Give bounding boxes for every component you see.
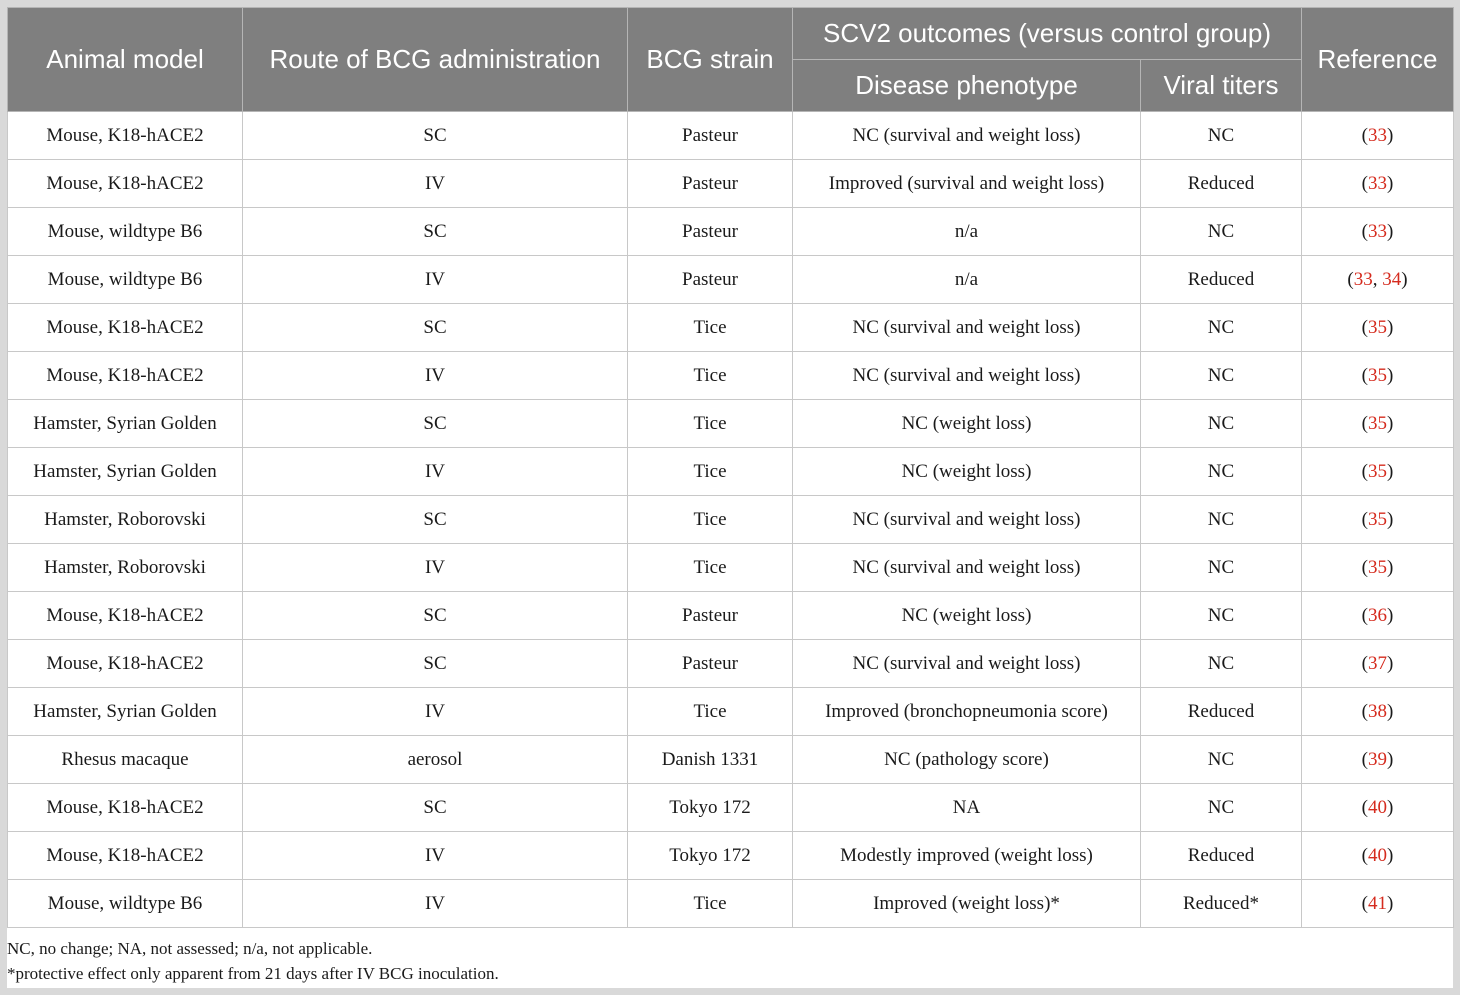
cell-animal-model: Rhesus macaque — [8, 736, 243, 784]
cell-reference: (35) — [1302, 496, 1454, 544]
table-row — [8, 688, 1454, 736]
cell-bcg-strain: Tice — [628, 352, 793, 400]
header-bcg-strain: BCG strain — [628, 8, 793, 112]
table-header — [8, 8, 1454, 112]
cell-reference: (35) — [1302, 400, 1454, 448]
cell-animal-model: Hamster, Roborovski — [8, 496, 243, 544]
cell-route: SC — [243, 112, 628, 160]
cell-animal-model: Mouse, K18-hACE2 — [8, 304, 243, 352]
table-row — [8, 256, 1454, 304]
cell-bcg-strain: Tice — [628, 400, 793, 448]
cell-reference: (40) — [1302, 784, 1454, 832]
cell-disease-phenotype: NC (survival and weight loss) — [793, 640, 1141, 688]
bcg-scv2-table — [7, 7, 1454, 928]
cell-animal-model: Mouse, K18-hACE2 — [8, 352, 243, 400]
cell-viral-titers: Reduced — [1141, 160, 1302, 208]
cell-route: IV — [243, 448, 628, 496]
cell-viral-titers: NC — [1141, 544, 1302, 592]
table-row — [8, 544, 1454, 592]
cell-route: SC — [243, 592, 628, 640]
cell-viral-titers: Reduced — [1141, 688, 1302, 736]
cell-bcg-strain: Pasteur — [628, 256, 793, 304]
cell-disease-phenotype: NC (survival and weight loss) — [793, 352, 1141, 400]
table-row — [8, 880, 1454, 928]
cell-viral-titers: NC — [1141, 592, 1302, 640]
header-scv2-outcomes: SCV2 outcomes (versus control group) — [793, 8, 1302, 60]
cell-bcg-strain: Tice — [628, 544, 793, 592]
cell-route: SC — [243, 208, 628, 256]
cell-disease-phenotype: NC (survival and weight loss) — [793, 112, 1141, 160]
cell-disease-phenotype: Improved (bronchopneumonia score) — [793, 688, 1141, 736]
cell-viral-titers: NC — [1141, 112, 1302, 160]
reference-link[interactable]: 35 — [1368, 364, 1387, 386]
reference-link[interactable]: 40 — [1368, 796, 1387, 818]
reference-link[interactable]: 38 — [1368, 700, 1387, 722]
cell-route: IV — [243, 352, 628, 400]
table-row — [8, 160, 1454, 208]
cell-reference: (33) — [1302, 160, 1454, 208]
cell-disease-phenotype: NC (weight loss) — [793, 592, 1141, 640]
reference-link[interactable]: 35 — [1368, 412, 1387, 434]
cell-bcg-strain: Tice — [628, 448, 793, 496]
cell-route: IV — [243, 688, 628, 736]
cell-viral-titers: NC — [1141, 400, 1302, 448]
cell-animal-model: Mouse, K18-hACE2 — [8, 592, 243, 640]
table-row — [8, 736, 1454, 784]
cell-bcg-strain: Pasteur — [628, 208, 793, 256]
cell-disease-phenotype: NC (survival and weight loss) — [793, 496, 1141, 544]
reference-link[interactable]: 41 — [1368, 892, 1387, 914]
cell-route: SC — [243, 784, 628, 832]
cell-bcg-strain: Tice — [628, 880, 793, 928]
cell-route: SC — [243, 640, 628, 688]
cell-disease-phenotype: Modestly improved (weight loss) — [793, 832, 1141, 880]
cell-route: SC — [243, 400, 628, 448]
cell-animal-model: Mouse, K18-hACE2 — [8, 160, 243, 208]
cell-bcg-strain: Pasteur — [628, 592, 793, 640]
header-reference: Reference — [1302, 8, 1454, 112]
cell-animal-model: Mouse, wildtype B6 — [8, 256, 243, 304]
cell-bcg-strain: Pasteur — [628, 640, 793, 688]
table-row — [8, 448, 1454, 496]
cell-disease-phenotype: n/a — [793, 208, 1141, 256]
cell-animal-model: Hamster, Syrian Golden — [8, 448, 243, 496]
header-animal-model: Animal model — [8, 8, 243, 112]
cell-animal-model: Hamster, Roborovski — [8, 544, 243, 592]
cell-bcg-strain: Tice — [628, 304, 793, 352]
table-row — [8, 832, 1454, 880]
header-disease-phenotype: Disease phenotype — [793, 60, 1141, 112]
table-row — [8, 112, 1454, 160]
cell-reference: (33, 34) — [1302, 256, 1454, 304]
cell-route: IV — [243, 160, 628, 208]
cell-bcg-strain: Tice — [628, 688, 793, 736]
cell-viral-titers: NC — [1141, 304, 1302, 352]
footnote-asterisk: *protective effect only apparent from 21 days after IV BCG inoculation. — [7, 964, 499, 983]
footnote-abbreviations: NC, no change; NA, not assessed; n/a, not applicable. — [7, 939, 373, 958]
cell-reference: (35) — [1302, 352, 1454, 400]
cell-bcg-strain: Pasteur — [628, 112, 793, 160]
cell-animal-model: Hamster, Syrian Golden — [8, 688, 243, 736]
cell-disease-phenotype: n/a — [793, 256, 1141, 304]
cell-reference: (40) — [1302, 832, 1454, 880]
cell-route: IV — [243, 256, 628, 304]
cell-bcg-strain: Tokyo 172 — [628, 832, 793, 880]
cell-viral-titers: NC — [1141, 208, 1302, 256]
cell-disease-phenotype: Improved (survival and weight loss) — [793, 160, 1141, 208]
cell-reference: (35) — [1302, 544, 1454, 592]
cell-viral-titers: Reduced — [1141, 832, 1302, 880]
cell-reference: (37) — [1302, 640, 1454, 688]
reference-link[interactable]: 33 — [1368, 220, 1387, 242]
cell-route: IV — [243, 880, 628, 928]
cell-animal-model: Mouse, K18-hACE2 — [8, 784, 243, 832]
cell-animal-model: Mouse, K18-hACE2 — [8, 640, 243, 688]
reference-link[interactable]: 36 — [1368, 604, 1387, 626]
table-body — [8, 112, 1454, 928]
reference-link[interactable]: 34 — [1382, 268, 1402, 290]
cell-viral-titers: NC — [1141, 448, 1302, 496]
table-row — [8, 352, 1454, 400]
reference-link[interactable]: 35 — [1368, 556, 1387, 578]
cell-disease-phenotype: NC (weight loss) — [793, 400, 1141, 448]
table-footnotes — [7, 928, 1453, 986]
cell-bcg-strain: Pasteur — [628, 160, 793, 208]
cell-route: IV — [243, 544, 628, 592]
reference-link[interactable]: 40 — [1368, 844, 1387, 866]
cell-route: aerosol — [243, 736, 628, 784]
cell-viral-titers: Reduced — [1141, 256, 1302, 304]
cell-reference: (33) — [1302, 208, 1454, 256]
table-row — [8, 592, 1454, 640]
reference-link[interactable]: 35 — [1368, 460, 1387, 482]
cell-reference: (41) — [1302, 880, 1454, 928]
cell-reference: (36) — [1302, 592, 1454, 640]
cell-disease-phenotype: Improved (weight loss)* — [793, 880, 1141, 928]
cell-bcg-strain: Danish 1331 — [628, 736, 793, 784]
cell-bcg-strain: Tokyo 172 — [628, 784, 793, 832]
cell-animal-model: Mouse, K18-hACE2 — [8, 832, 243, 880]
header-route: Route of BCG administration — [243, 8, 628, 112]
cell-disease-phenotype: NA — [793, 784, 1141, 832]
cell-animal-model: Hamster, Syrian Golden — [8, 400, 243, 448]
reference-link[interactable]: 33 — [1368, 124, 1387, 146]
cell-reference: (39) — [1302, 736, 1454, 784]
cell-viral-titers: NC — [1141, 736, 1302, 784]
cell-disease-phenotype: NC (weight loss) — [793, 448, 1141, 496]
table-row — [8, 640, 1454, 688]
header-viral-titers: Viral titers — [1141, 60, 1302, 112]
cell-viral-titers: NC — [1141, 784, 1302, 832]
cell-reference: (35) — [1302, 448, 1454, 496]
cell-viral-titers: NC — [1141, 640, 1302, 688]
cell-disease-phenotype: NC (survival and weight loss) — [793, 304, 1141, 352]
reference-link[interactable]: 33 — [1368, 172, 1387, 194]
table-row — [8, 304, 1454, 352]
cell-disease-phenotype: NC (survival and weight loss) — [793, 544, 1141, 592]
cell-animal-model: Mouse, wildtype B6 — [8, 880, 243, 928]
table-frame — [7, 7, 1453, 988]
cell-viral-titers: NC — [1141, 352, 1302, 400]
cell-route: IV — [243, 832, 628, 880]
cell-reference: (38) — [1302, 688, 1454, 736]
cell-reference: (33) — [1302, 112, 1454, 160]
reference-link[interactable]: 33 — [1353, 268, 1373, 290]
cell-viral-titers: NC — [1141, 496, 1302, 544]
cell-route: SC — [243, 304, 628, 352]
reference-link[interactable]: 35 — [1368, 508, 1387, 530]
cell-animal-model: Mouse, K18-hACE2 — [8, 112, 243, 160]
table-row — [8, 784, 1454, 832]
reference-link[interactable]: 39 — [1368, 748, 1387, 770]
cell-viral-titers: Reduced* — [1141, 880, 1302, 928]
table-row — [8, 208, 1454, 256]
reference-link[interactable]: 35 — [1368, 316, 1387, 338]
cell-disease-phenotype: NC (pathology score) — [793, 736, 1141, 784]
cell-reference: (35) — [1302, 304, 1454, 352]
table-row — [8, 496, 1454, 544]
table-row — [8, 400, 1454, 448]
reference-link[interactable]: 37 — [1368, 652, 1387, 674]
cell-route: SC — [243, 496, 628, 544]
cell-animal-model: Mouse, wildtype B6 — [8, 208, 243, 256]
cell-bcg-strain: Tice — [628, 496, 793, 544]
